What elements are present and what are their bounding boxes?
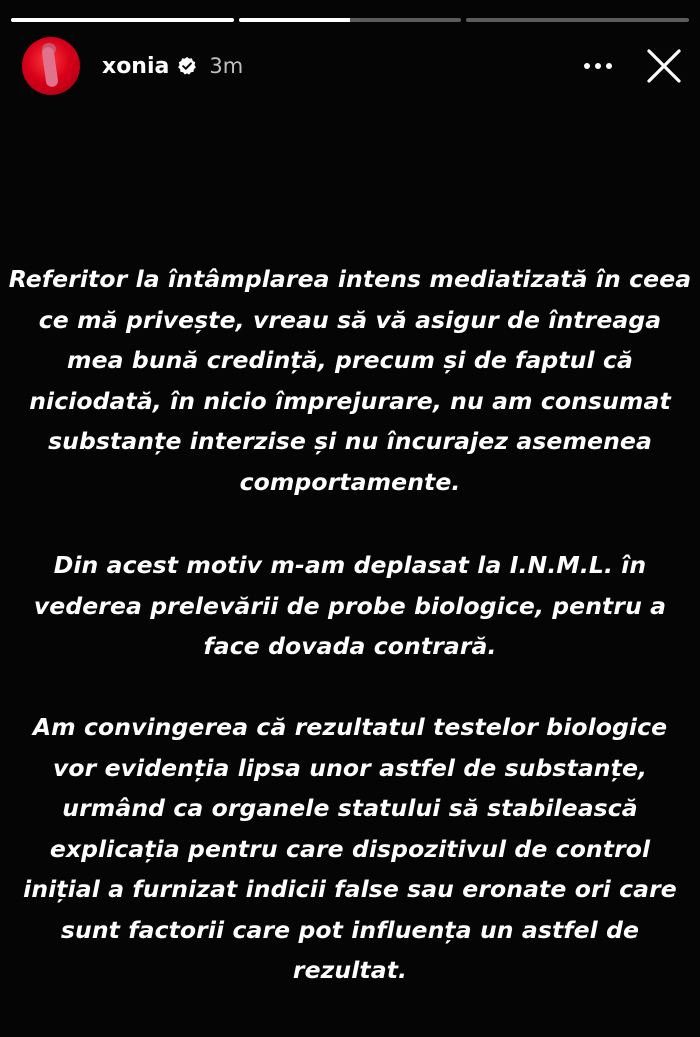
story-paragraph-2: Din acest motiv m-am deplasat la I.N.M.L. în vederea prelevării de probe biologice, pentru a face dovada contrară. <box>33 551 667 660</box>
post-time: 3m <box>209 54 244 78</box>
progress-fill-2 <box>239 18 350 22</box>
progress-segment-2 <box>239 18 462 22</box>
verified-badge-icon <box>177 56 197 76</box>
avatar-figure-body <box>41 46 58 87</box>
avatar[interactable] <box>22 37 80 95</box>
story-paragraph-1: Referitor la întâmplarea intens mediatizată în ceea ce mă privește, vreau să vă asigur de întreaga mea bună credință, precum și de faptul că niciodată, în nicio împrejurare, nu am consumat substanțe interzise și nu încurajez asemenea comportamente. <box>8 265 692 496</box>
username[interactable]: xonia <box>102 53 170 79</box>
story-header <box>22 36 686 96</box>
more-options-icon[interactable] <box>578 46 618 86</box>
progress-segment-3 <box>466 18 689 22</box>
close-icon[interactable] <box>642 44 686 88</box>
progress-fill-1 <box>11 18 234 22</box>
story-progress-bar <box>11 18 689 22</box>
progress-segment-1 <box>11 18 234 22</box>
story-paragraph-3: Am convingerea că rezultatul testelor biologice vor evidenția lipsa unor astfel de substanțe, urmând ca organele statului să stabilească explicația pentru care dispozitivul de control inițial a furnizat indicii false sau eronate ori care sunt factorii care pot influența un astfel de rezultat. <box>23 713 677 984</box>
